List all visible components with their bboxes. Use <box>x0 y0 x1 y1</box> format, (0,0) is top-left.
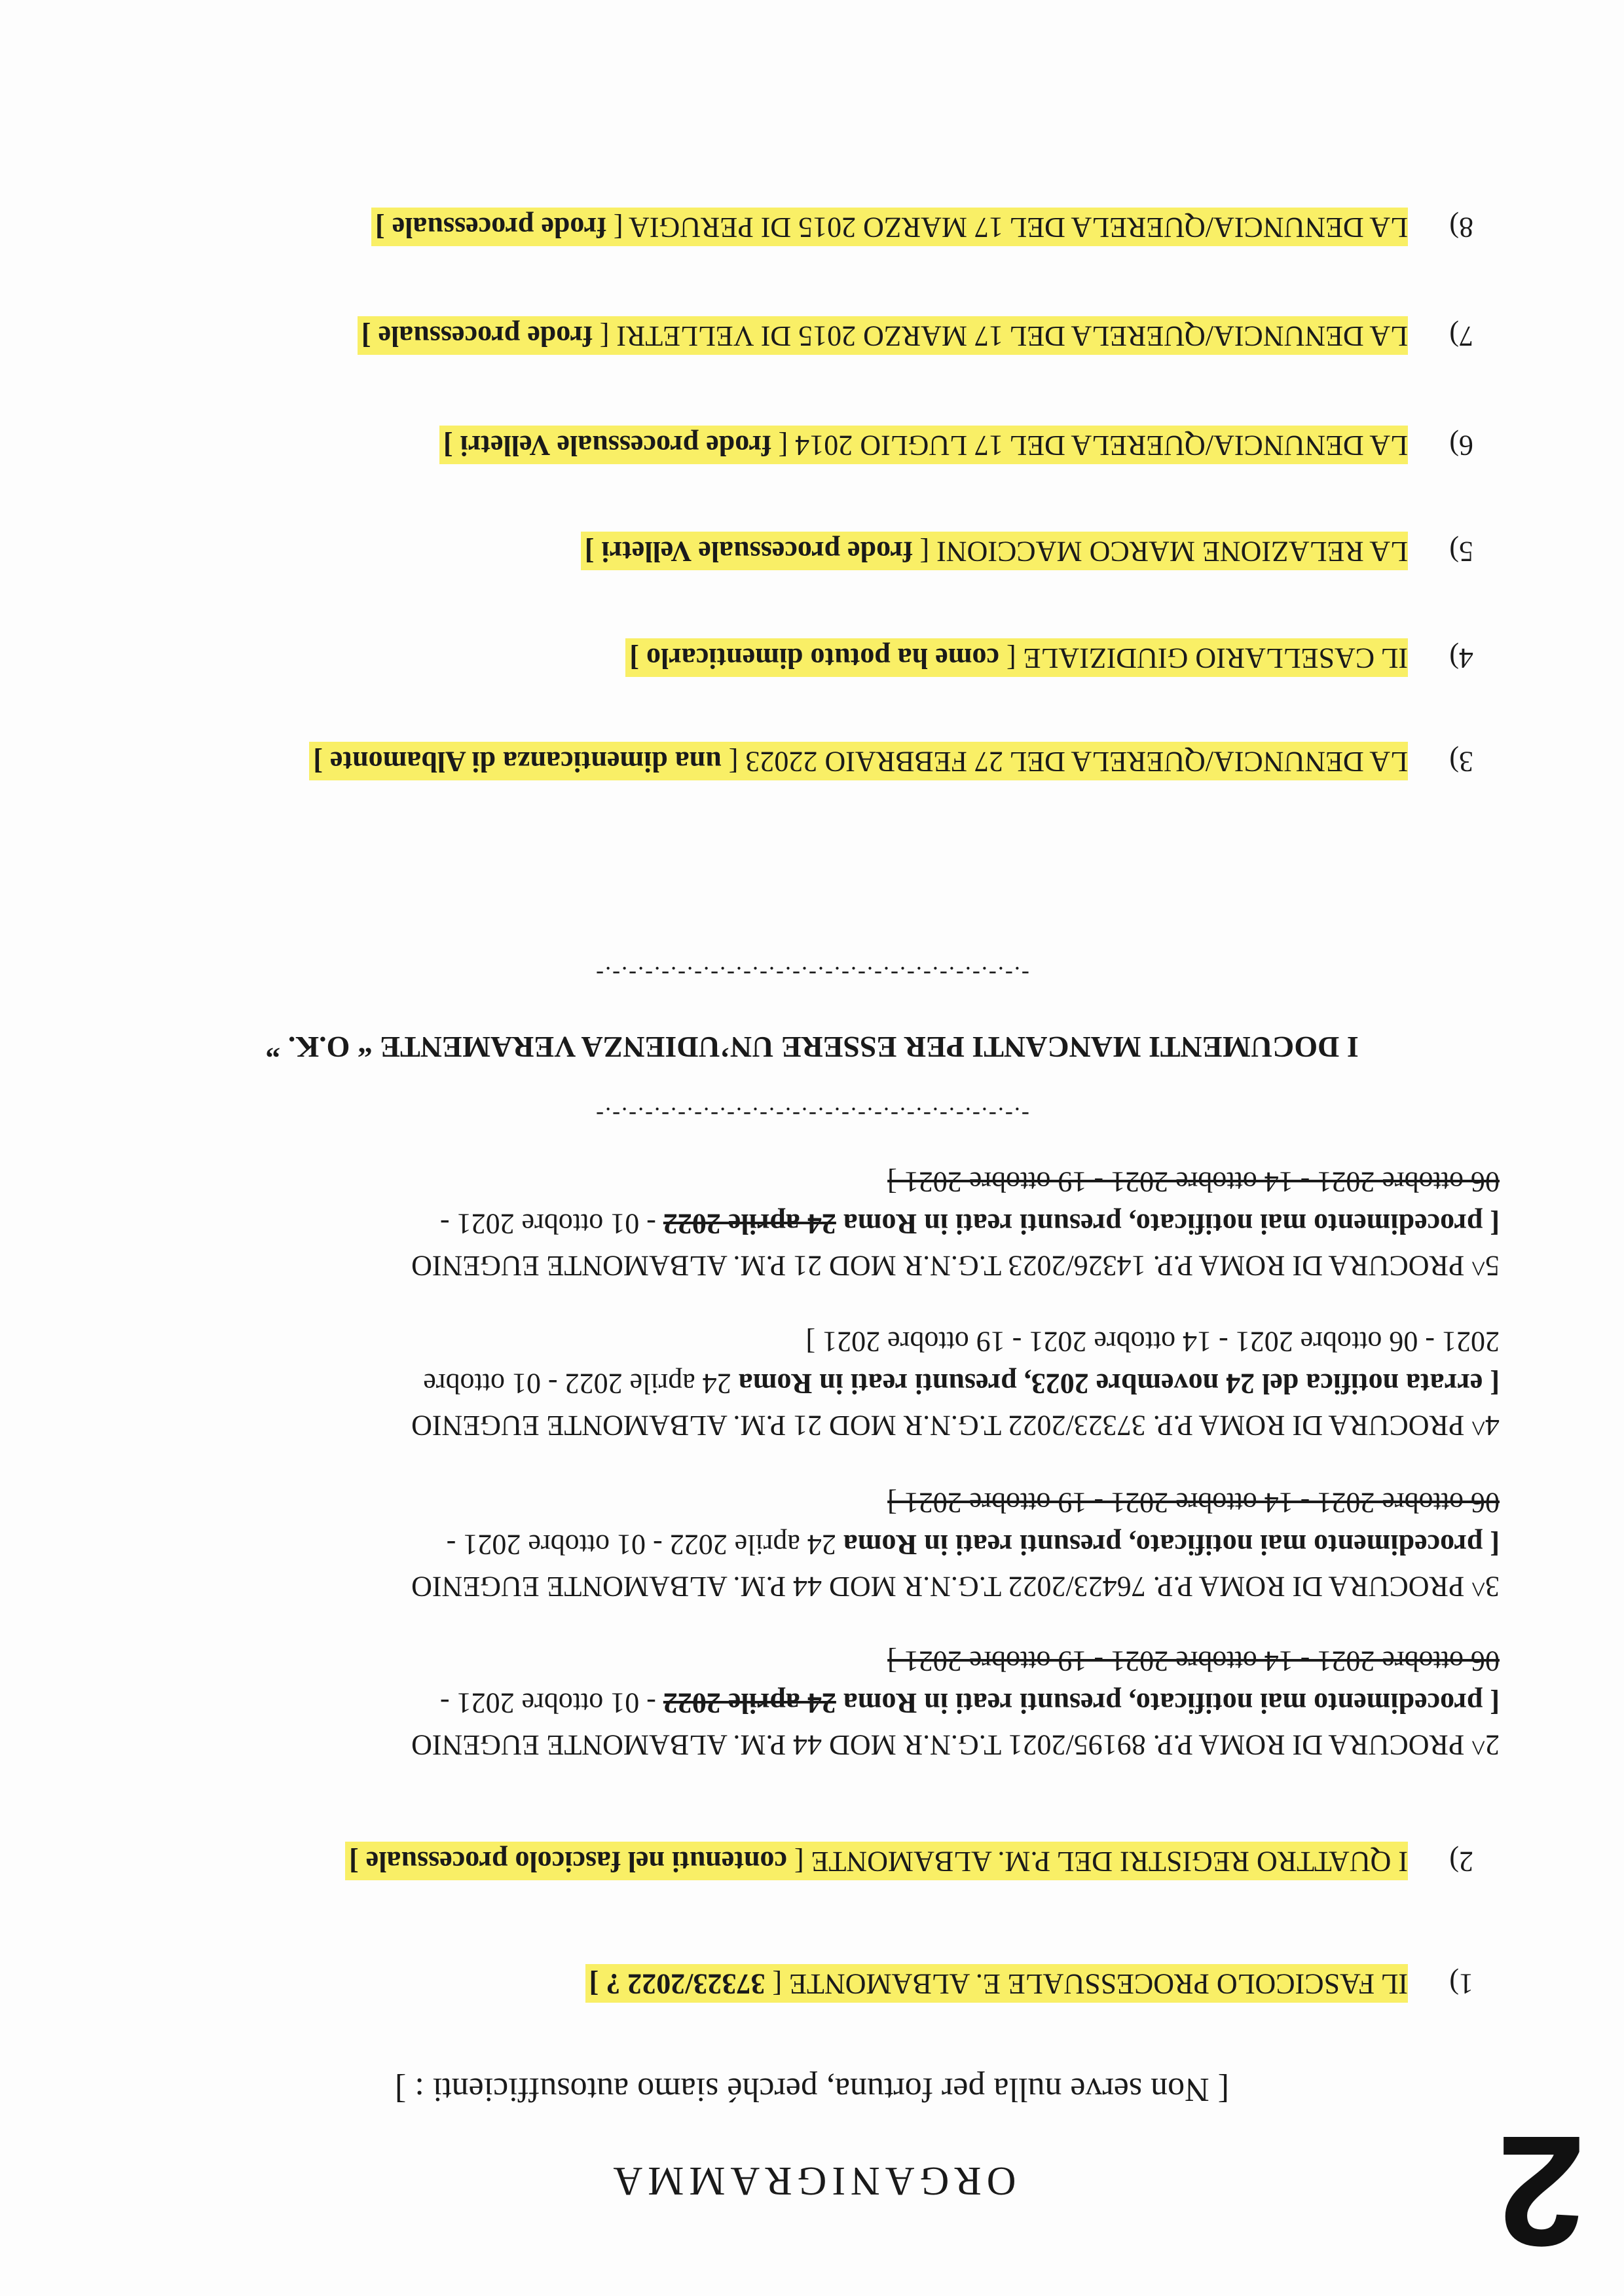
item-text: LA DENUNCIA/QUERELA DEL 27 FEBBRAIO 22023 [ <box>721 746 1408 778</box>
procedure-dates: 2021 - 06 ottobre 2021 - 14 ottobre 2021 - 19 ottobre 2021 ] <box>805 1326 1500 1358</box>
procedure-detail-bold: [ errata notifica del 24 novembre 2023, presunti reati in Roma <box>731 1368 1500 1400</box>
item-bold-text: frode processuale ] <box>361 320 593 352</box>
item-text: LA DENUNCIA/QUERELA DEL 17 MARZO 2015 DI PERUGIA [ <box>606 211 1408 244</box>
procedure-block <box>151 1640 1500 1766</box>
page-number: 2 <box>1497 2104 1585 2279</box>
procedure-detail: 24 aprile 2022 - 01 ottobre <box>423 1368 731 1400</box>
procedure-detail: - 01 ottobre 2021 - <box>439 1208 663 1240</box>
item-number: 8) <box>1449 211 1473 244</box>
procedure-detail-struck: 24 aprile 2022 <box>663 1687 836 1719</box>
item-text: LA DENUNCIA/QUERELA DEL 17 LUGLIO 2014 [ <box>771 429 1408 462</box>
item-number: 4) <box>1449 642 1473 674</box>
separator: -.-.-.-.-.-.-.-.-.-.-.-.-.-.-.-.-.-.-.-.-.-.-.-.-.-.- <box>595 962 1029 988</box>
procedure-title: 2^ PROCURA DI ROMA P.P. 89195/2021 T.G.N.R MOD 44 P.M. ALBAMONTE EUGENIO <box>411 1729 1500 1761</box>
item-bold-text: come ha potuto dimenticarlo ] <box>629 642 999 674</box>
item-number: 2) <box>1449 1846 1473 1878</box>
procedure-detail: 24 aprile 2022 - 01 ottobre 2021 - <box>446 1529 836 1561</box>
item-bold-text: contenuti nel fascicolo processuale ] <box>349 1846 787 1878</box>
procedure-dates: 06 ottobre 2021 - 14 ottobre 2021 - 19 ottobre 2021 ] <box>887 1166 1500 1198</box>
item-number: 1) <box>1449 1968 1473 2000</box>
list-item <box>358 321 1408 350</box>
item-bold-text: una dimenticanza di Albamonte ] <box>313 746 722 778</box>
item-number: 6) <box>1449 429 1473 462</box>
item-bold-text: frode processuale ] <box>375 211 606 244</box>
procedure-detail-bold: [ procedimento mai notificato, presunti reati in Roma <box>836 1687 1500 1719</box>
item-number: 3) <box>1449 746 1473 778</box>
section-heading: I DOCUMENTI MANCANTI PER ESSERE UN’UDIENZA VERAMENTE “ O.K. ” <box>265 1030 1359 1064</box>
note-line: [ Non serve nulla per fortuna, perché siamo autosufficienti : ] <box>394 2071 1230 2108</box>
item-text: IL CASELLARIO GIUDIZIALE [ <box>999 642 1408 674</box>
procedure-title: 4^ PROCURA DI ROMA P.P. 37323/2022 T.G.N.R MOD 21 P.M. ALBAMONTE EUGENIO <box>411 1410 1500 1442</box>
procedure-detail-bold: [ procedimento mai notificato, presunti reati in Roma <box>836 1529 1500 1561</box>
item-text: LA RELAZIONE MARCO MACCIONI [ <box>912 536 1408 568</box>
page-title: ORGANIGRAMMA <box>608 2159 1016 2203</box>
item-number: 5) <box>1449 536 1473 568</box>
procedure-title: 5^ PROCURA DI ROMA P.P. 14326/2023 T.G.N.R MOD 21 P.M. ALBAMONTE EUGENIO <box>411 1250 1500 1282</box>
procedure-detail-struck: 24 aprile 2022 <box>663 1208 836 1240</box>
item-text: LA DENUNCIA/QUERELA DEL 17 MARZO 2015 DI VELLETRI [ <box>592 320 1408 352</box>
item-bold-text: frode processuale Velletri ] <box>584 536 913 568</box>
item-bold-text: 37323/2022 ? ] <box>589 1968 766 2000</box>
list-item <box>371 213 1408 242</box>
procedure-dates: 06 ottobre 2021 - 14 ottobre 2021 - 19 ottobre 2021 ] <box>887 1645 1500 1677</box>
list-item <box>345 1847 1408 1876</box>
separator: -.-.-.-.-.-.-.-.-.-.-.-.-.-.-.-.-.-.-.-.-.-.-.-.-.-.- <box>595 1102 1029 1129</box>
procedure-block <box>151 1482 1500 1607</box>
procedure-block <box>151 1321 1500 1446</box>
list-item <box>625 644 1408 672</box>
item-text: IL FASCICOLO PROCESSUALE E. ALBAMONTE [ <box>765 1968 1408 2000</box>
procedure-dates: 06 ottobre 2021 - 14 ottobre 2021 - 19 ottobre 2021 ] <box>887 1487 1500 1519</box>
item-text: I QUATTRO REGISTRI DEL P.M. ALBAMONTE [ <box>786 1846 1408 1878</box>
list-item <box>581 537 1408 566</box>
item-bold-text: frode processuale Velletri ] <box>443 429 771 462</box>
procedure-detail: - 01 ottobre 2021 - <box>439 1687 663 1719</box>
procedure-block <box>151 1161 1500 1286</box>
item-number: 7) <box>1449 320 1473 352</box>
list-item <box>585 1969 1408 1998</box>
procedure-detail-bold: [ procedimento mai notificato, presunti reati in Roma <box>836 1208 1500 1240</box>
procedure-title: 3^ PROCURA DI ROMA P.P. 76423/2022 T.G.N.R MOD 44 P.M. ALBAMONTE EUGENIO <box>411 1571 1500 1603</box>
list-item <box>309 747 1408 776</box>
list-item <box>439 431 1408 460</box>
